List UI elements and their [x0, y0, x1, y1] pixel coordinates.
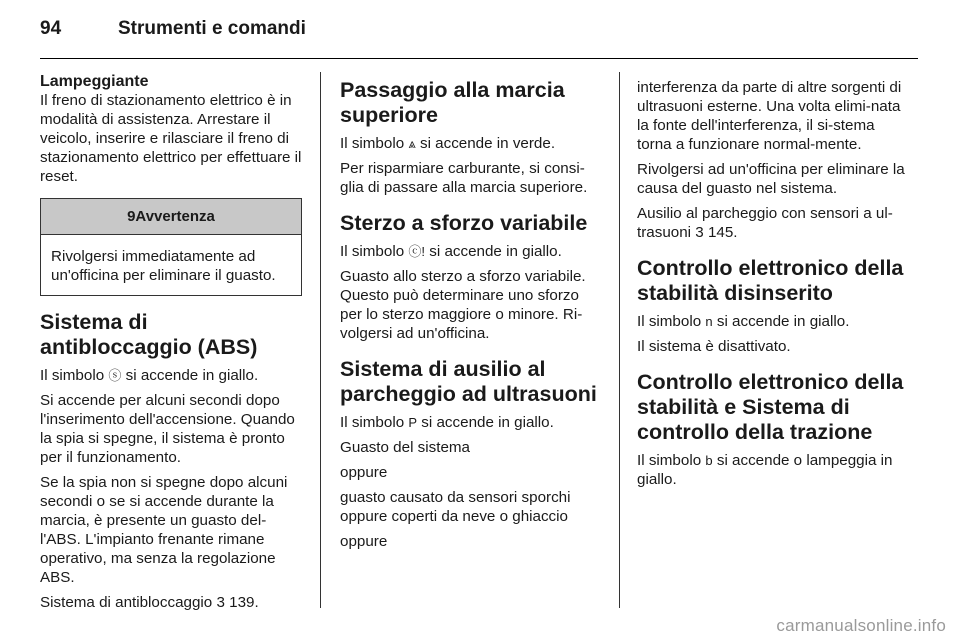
esc-off-paragraph [637, 312, 909, 331]
warning-icon: 9 [127, 208, 136, 225]
column-middle [340, 78, 602, 557]
shift-p1-pre: Il simbolo [340, 135, 405, 152]
page-ref-icon: 3 [216, 594, 225, 611]
running-title: Strumenti e comandi [118, 18, 306, 39]
steer-p1-pre: Il simbolo [340, 243, 405, 260]
shift-p1-post: si accende in verde. [419, 135, 556, 152]
esc-tc-paragraph [637, 451, 909, 489]
parking-reference [637, 204, 909, 242]
parking-paragraph [340, 413, 602, 432]
park-ref-pre: Ausilio al parcheggio con sensori a ul-trasuoni [637, 205, 893, 241]
shift-heading: Passaggio alla marcia superiore [340, 78, 565, 127]
abs-paragraph: Se la spia non si spegne dopo alcuni secondi o se si accende durante la marcia, è presente un guasto del-l'ABS. L'impianto frenante rimane operativo, ma senza la regolazione ABS. [40, 474, 288, 586]
flash-heading: Lampeggiante [40, 73, 149, 90]
column-divider [320, 72, 321, 608]
parking-assist-icon: P [408, 415, 418, 430]
warning-text: Rivolgersi immediatamente ad un'officina per eliminare il guasto. [51, 248, 276, 284]
column-divider [619, 72, 620, 608]
abs-ref-pre: Sistema di antibloccaggio [40, 594, 213, 611]
esc-off-heading: Controllo elettronico della stabilità disinserito [637, 256, 904, 305]
abs-heading: Sistema di antibloccaggio (ABS) [40, 310, 258, 359]
page-ref-icon: 3 [695, 224, 704, 241]
parking-heading: Sistema di ausilio al parcheggio ad ultrasuoni [340, 357, 597, 406]
esc-off-p1-pre: Il simbolo [637, 313, 702, 330]
steering-warning-icon: ⓒ! [408, 244, 426, 259]
parking-paragraph: oppure [340, 464, 388, 481]
warning-header [41, 199, 301, 235]
esc-off-icon: n [705, 314, 713, 329]
warning-title: Avvertenza [135, 208, 215, 225]
parking-paragraph: interferenza da parte di altre sorgenti di ultrasuoni esterne. Una volta elimi-nata la fonte dell'interferenza, il si-stema torna a funzionare normal-mente. [637, 79, 902, 153]
park-p1-pre: Il simbolo [340, 414, 405, 431]
header-rule [40, 58, 918, 59]
abs-p1-post: si accende in giallo. [125, 367, 259, 384]
parking-paragraph: guasto causato da sensori sporchi oppure coperti da neve o ghiaccio [340, 489, 571, 525]
esc-tc-p1-pre: Il simbolo [637, 452, 702, 469]
column-right [637, 78, 909, 495]
esc-off-paragraph: Il sistema è disattivato. [637, 338, 791, 355]
esc-tc-icon: b [705, 453, 713, 468]
parking-paragraph: oppure [340, 533, 388, 550]
parking-paragraph: Rivolgersi ad un'officina per eliminare la causa del guasto nel sistema. [637, 161, 905, 197]
parking-paragraph: Guasto del sistema [340, 439, 470, 456]
shift-paragraph: Per risparmiare carburante, si consi-glia di passare alla marcia superiore. [340, 160, 588, 196]
park-ref-page: 145. [707, 224, 738, 241]
page-number: 94 [40, 18, 62, 39]
flash-text: Il freno di stazionamento elettrico è in modalità di assistenza. Arrestare il veicolo, inserire e rilasciare il freno di stazionamento elettrico per effettuare il reset. [40, 92, 302, 185]
steering-paragraph [340, 242, 602, 261]
column-left [40, 72, 302, 618]
esc-tc-heading: Controllo elettronico della stabilità e Sistema di controllo della trazione [637, 370, 904, 444]
steering-heading: Sterzo a sforzo variabile [340, 211, 588, 235]
steering-paragraph: Guasto allo sterzo a sforzo variabile. Questo può determinare uno sforzo per lo sterzo maggiore o minore. Ri-volgersi ad un'officina. [340, 268, 586, 342]
abs-paragraph: Si accende per alcuni secondi dopo l'inserimento dell'accensione. Quando la spia si spegne, il sistema è pronto per il funzionamento. [40, 392, 295, 466]
warning-box [40, 198, 302, 296]
abs-p1-pre: Il simbolo [40, 367, 105, 384]
abs-reference [40, 593, 302, 612]
shift-up-icon: ⩓ [408, 136, 416, 151]
esc-tc-p1-post: si accende o lampeggia in giallo. [637, 452, 893, 488]
abs-paragraph [40, 366, 302, 385]
esc-off-p1-post: si accende in giallo. [716, 313, 850, 330]
abs-ref-page: 139. [229, 594, 259, 611]
watermark: carmanualsonline.info [776, 616, 946, 635]
shift-paragraph [340, 134, 602, 153]
abs-warning-icon: ⓢ [108, 368, 122, 383]
park-p1-post: si accende in giallo. [421, 414, 554, 431]
steer-p1-post: si accende in giallo. [429, 243, 562, 260]
